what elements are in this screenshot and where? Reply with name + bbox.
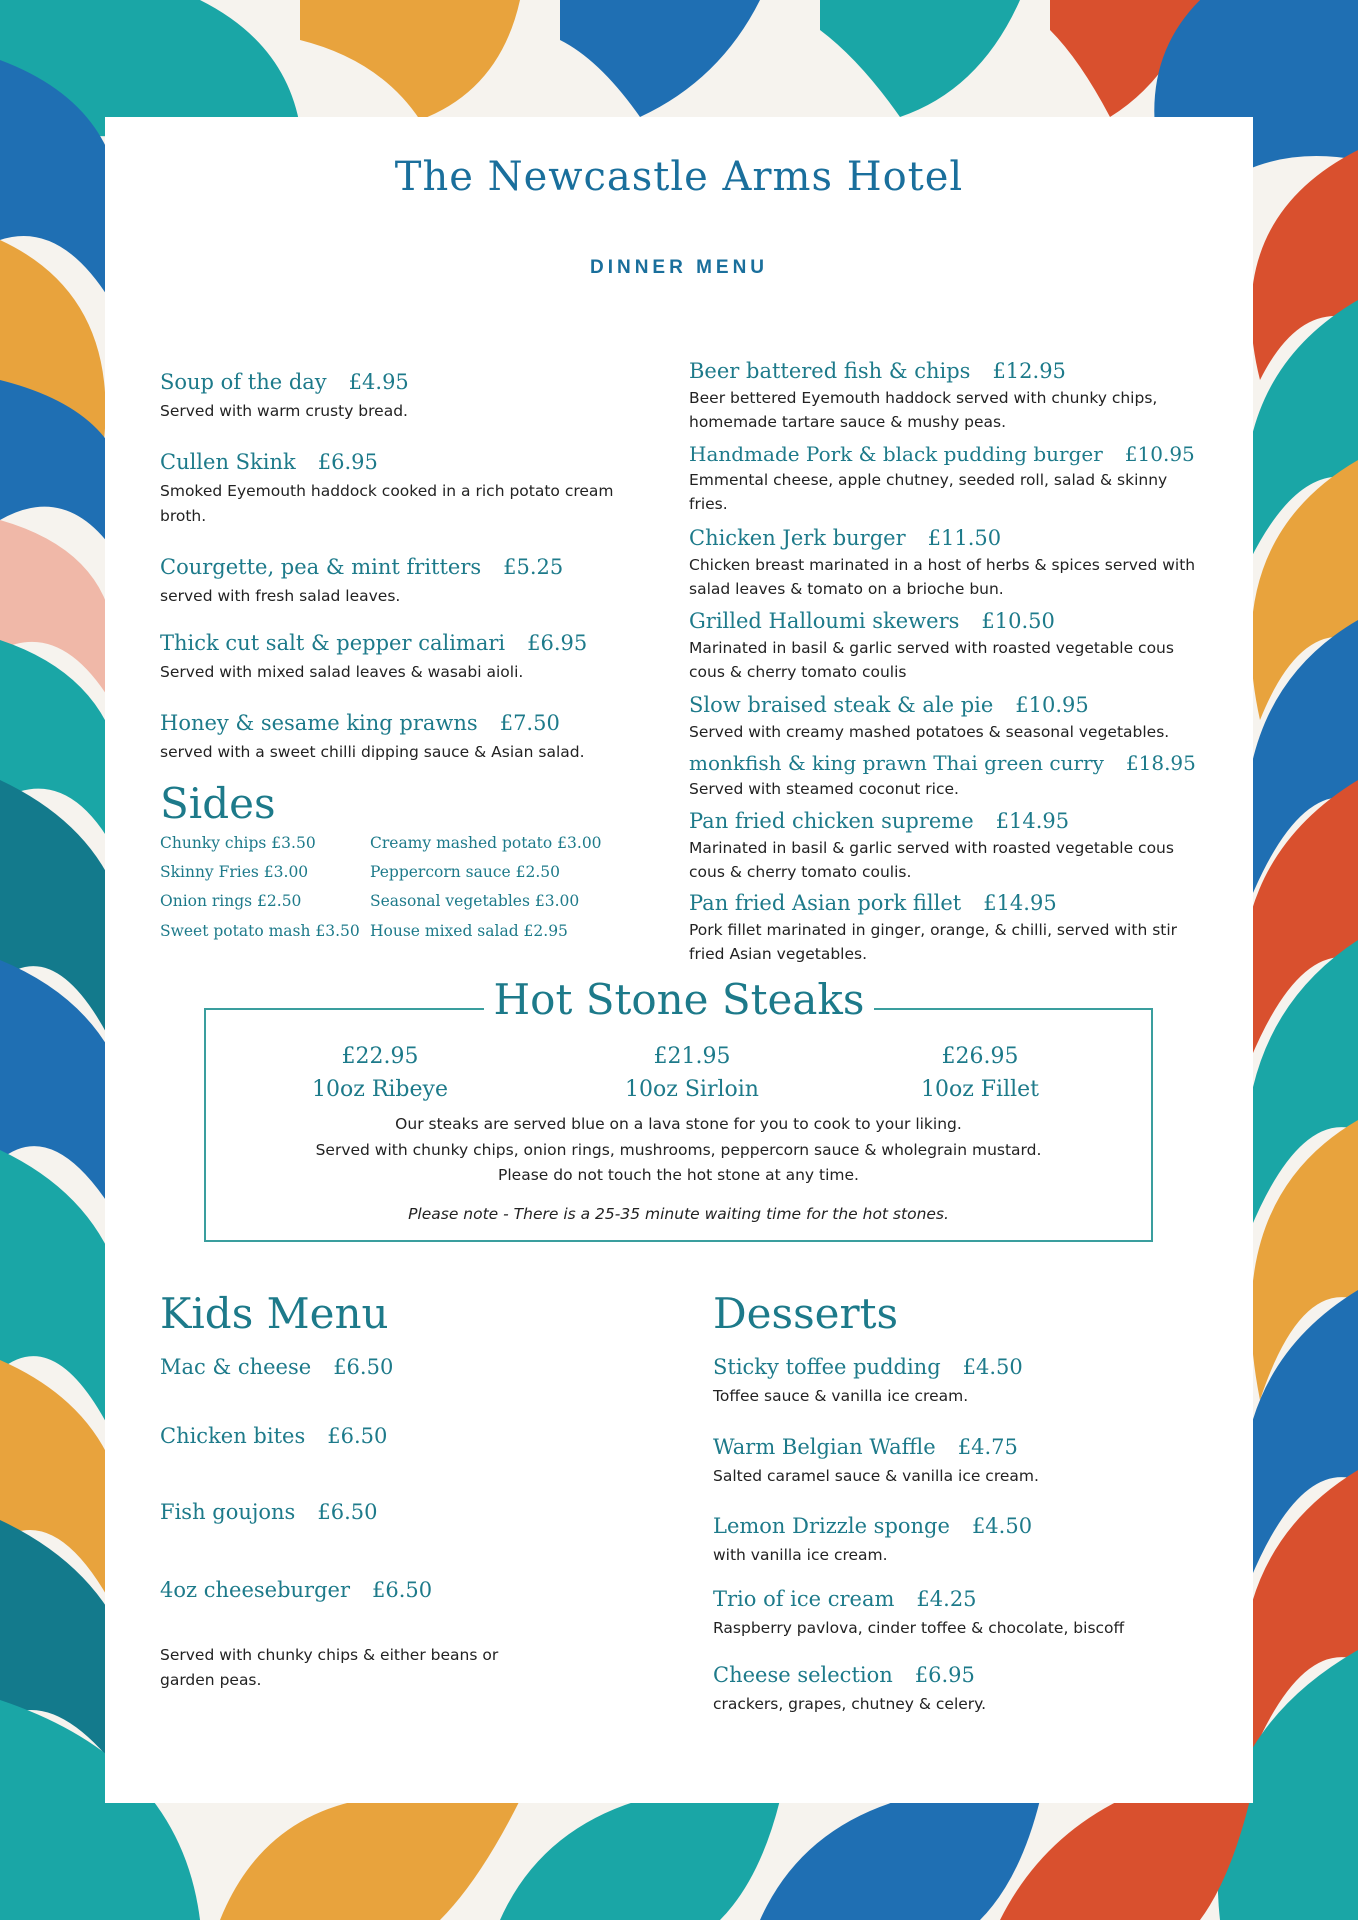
- menu-item: [689, 609, 1199, 684]
- sides-heading: Sides: [160, 779, 276, 828]
- page-title: The Newcastle Arms Hotel: [394, 154, 964, 200]
- kids-note: [160, 1639, 540, 1693]
- item-description: Served with steamed coconut rice.: [689, 780, 959, 798]
- item-name: Slow braised steak & ale pie: [689, 693, 994, 717]
- item-description: Emmental cheese, apple chutney, seeded roll, salad & skinny fries.: [689, 471, 1168, 514]
- item-price: £4.50: [971, 1514, 1033, 1538]
- item-description: Beer bettered Eyemouth haddock served with chunky chips, homemade tartare sauce & mushy peas.: [689, 389, 1158, 432]
- item-price: £6.95: [914, 1663, 975, 1687]
- kids-note-text: Served with chunky chips & either beans or garden peas.: [160, 1646, 499, 1689]
- item-name: Pan fried Asian pork fillet: [689, 891, 962, 915]
- menu-item: [689, 809, 1199, 884]
- steak-item: [567, 1044, 817, 1102]
- item-name: Cheese selection: [713, 1663, 893, 1687]
- item-price: £11.50: [927, 526, 1002, 550]
- kids-item: [160, 1424, 387, 1449]
- menu-item: [160, 370, 650, 424]
- item-price: £12.95: [992, 359, 1066, 383]
- item-name: Beer battered fish & chips: [689, 359, 971, 383]
- side-item: Chunky chips £3.50: [160, 834, 316, 852]
- menu-item: [689, 526, 1199, 601]
- item-description: Raspberry pavlova, cinder toffee & chocolate, biscoff: [713, 1619, 1125, 1638]
- item-name: Warm Belgian Waffle: [713, 1435, 936, 1459]
- item-description: crackers, grapes, chutney & celery.: [713, 1695, 987, 1714]
- item-price: £4.50: [962, 1355, 1023, 1379]
- item-description: Served with warm crusty bread.: [160, 402, 408, 421]
- steak-name: 10oz Ribeye: [312, 1077, 448, 1102]
- side-item: Creamy mashed potato £3.00: [370, 834, 602, 852]
- desserts-heading: Desserts: [713, 1289, 899, 1338]
- item-name: Sticky toffee pudding: [713, 1355, 941, 1379]
- steak-price: £21.95: [653, 1044, 731, 1069]
- item-description: Pork fillet marinated in ginger, orange, & chilli, served with stir fried Asian vegetables.: [689, 921, 1178, 964]
- steak-item: [855, 1044, 1105, 1102]
- item-name: Chicken bites: [160, 1424, 306, 1448]
- item-description: Salted caramel sauce & vanilla ice cream.: [713, 1467, 1039, 1486]
- steaks-heading-wrap: [105, 975, 1253, 1024]
- side-item: Sweet potato mash £3.50: [160, 922, 360, 940]
- item-name: 4oz cheeseburger: [160, 1578, 351, 1602]
- menu-item: [689, 891, 1199, 966]
- item-name: Handmade Pork & black pudding burger: [689, 442, 1103, 466]
- menu-item: [160, 555, 650, 609]
- kids-heading: Kids Menu: [160, 1289, 389, 1338]
- item-price: £10.50: [981, 609, 1055, 633]
- item-description: Toffee sauce & vanilla ice cream.: [713, 1387, 969, 1406]
- side-item: House mixed salad £2.95: [370, 922, 568, 940]
- item-name: Fish goujons: [160, 1500, 296, 1524]
- item-description: Marinated in basil & garlic served with roasted vegetable cous cous & cherry tomato coulis.: [689, 839, 1174, 882]
- steak-price: £22.95: [341, 1044, 419, 1069]
- item-description: Marinated in basil & garlic served with roasted vegetable cous cous & cherry tomato coulis: [689, 639, 1174, 682]
- item-name: Courgette, pea & mint fritters: [160, 555, 482, 579]
- menu-item: [689, 751, 1199, 801]
- item-price: £6.95: [527, 631, 588, 655]
- dessert-item: [713, 1435, 1213, 1489]
- menu-item: [160, 711, 650, 765]
- item-description: Served with creamy mashed potatoes & seasonal vegetables.: [689, 723, 1170, 742]
- side-item: Onion rings £2.50: [160, 892, 302, 910]
- item-price: £14.95: [983, 891, 1057, 915]
- item-price: £6.50: [372, 1578, 433, 1602]
- steak-name: 10oz Sirloin: [625, 1077, 759, 1102]
- item-price: £4.25: [916, 1587, 977, 1611]
- kids-item: [160, 1500, 377, 1525]
- item-price: £14.95: [995, 809, 1070, 833]
- menu-item: [689, 693, 1199, 744]
- item-name: Chicken Jerk burger: [689, 526, 906, 550]
- menu-card: [105, 117, 1253, 1803]
- side-item: Seasonal vegetables £3.00: [370, 892, 580, 910]
- steaks-note: Please note - There is a 25-35 minute waiting time for the hot stones.: [408, 1205, 949, 1223]
- menu-item: [160, 631, 650, 685]
- dessert-item: [713, 1514, 1213, 1568]
- item-description: Served with mixed salad leaves & wasabi aioli.: [160, 663, 524, 682]
- page-subtitle: DINNER MENU: [589, 257, 769, 278]
- item-price: £6.50: [317, 1500, 378, 1524]
- dessert-item: [713, 1355, 1213, 1409]
- steaks-line: Please do not touch the hot stone at any time.: [498, 1166, 859, 1185]
- item-price: £5.25: [503, 555, 564, 579]
- side-item: Skinny Fries £3.00: [160, 863, 309, 881]
- item-price: £4.75: [957, 1435, 1018, 1459]
- item-name: Lemon Drizzle sponge: [713, 1514, 950, 1538]
- item-name: Honey & sesame king prawns: [160, 711, 478, 735]
- steaks-heading: Hot Stone Steaks: [484, 979, 875, 1021]
- kids-item: [160, 1355, 393, 1380]
- dessert-item: [713, 1663, 1213, 1717]
- steak-name: 10oz Fillet: [920, 1077, 1040, 1102]
- item-description: with vanilla ice cream.: [713, 1546, 888, 1565]
- steak-price: £26.95: [941, 1044, 1019, 1069]
- item-price: £10.95: [1124, 442, 1195, 466]
- item-name: Cullen Skink: [160, 450, 296, 474]
- item-name: Grilled Halloumi skewers: [689, 609, 960, 633]
- item-name: Soup of the day: [160, 370, 327, 394]
- item-price: £6.50: [327, 1424, 388, 1448]
- item-price: £6.95: [317, 450, 378, 474]
- menu-item: [689, 359, 1199, 434]
- item-price: £6.50: [333, 1355, 394, 1379]
- kids-item: [160, 1578, 432, 1603]
- item-description: served with fresh salad leaves.: [160, 587, 401, 606]
- item-description: Chicken breast marinated in a host of herbs & spices served with salad leaves & tomato on a brioche bun.: [689, 556, 1196, 599]
- item-name: Thick cut salt & pepper calimari: [160, 631, 506, 655]
- dessert-item: [713, 1587, 1213, 1641]
- item-name: monkfish & king prawn Thai green curry: [689, 751, 1104, 775]
- item-description: served with a sweet chilli dipping sauce & Asian salad.: [160, 743, 585, 762]
- steak-item: [255, 1044, 505, 1102]
- steaks-description: [204, 1112, 1153, 1189]
- item-description: Smoked Eyemouth haddock cooked in a rich potato cream broth.: [160, 482, 614, 525]
- item-name: Pan fried chicken supreme: [689, 809, 974, 833]
- item-price: £18.95: [1125, 751, 1196, 775]
- menu-item: [689, 442, 1199, 516]
- steaks-line: Served with chunky chips, onion rings, mushrooms, peppercorn sauce & wholegrain mustard.: [315, 1140, 1042, 1159]
- item-price: £7.50: [499, 711, 560, 735]
- menu-item: [160, 450, 650, 529]
- item-price: £10.95: [1015, 693, 1089, 717]
- item-name: Trio of ice cream: [713, 1587, 895, 1611]
- side-item: Peppercorn sauce £2.50: [370, 863, 560, 881]
- steaks-line: Our steaks are served blue on a lava stone for you to cook to your liking.: [395, 1115, 962, 1133]
- item-price: £4.95: [348, 370, 409, 394]
- item-name: Mac & cheese: [160, 1355, 312, 1379]
